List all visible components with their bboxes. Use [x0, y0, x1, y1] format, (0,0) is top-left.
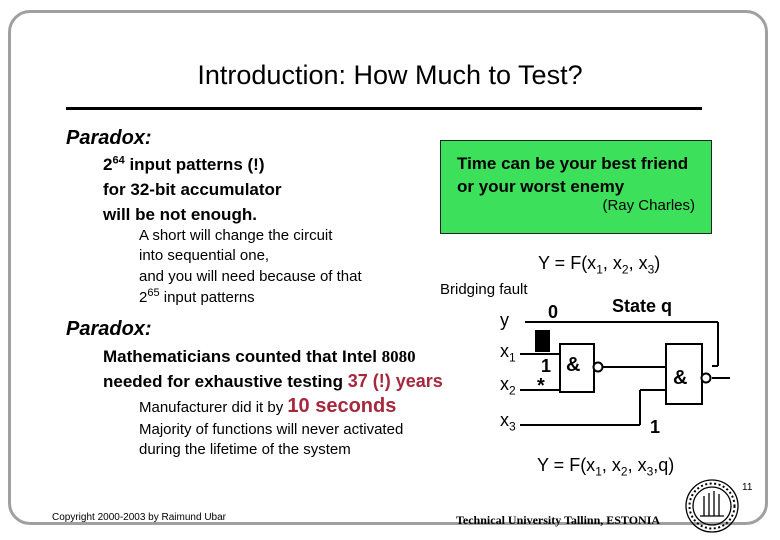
paradox2-line-1: Mathematicians counted that Intel 8080 — [103, 347, 416, 366]
years-highlight: 37 (!) years — [347, 371, 443, 391]
fault-value-zero: 0 — [548, 302, 559, 322]
bridging-fault-label: Bridging fault — [440, 281, 528, 298]
equation-2: $Y = F(x_1$, $x_2$, $x_3,q$) — [537, 455, 675, 479]
x2-label: $x_2$ — [500, 374, 516, 398]
quote-line-2: or your worst enemy — [457, 177, 625, 196]
seconds-highlight: 10 seconds — [287, 395, 397, 417]
paradox2-line-5: during the lifetime of the system — [139, 441, 351, 458]
and-gate-1-label: & — [566, 354, 581, 376]
and-gate-2-label: & — [673, 367, 688, 389]
paradox2-line-3: Manufacturer did it by 10 seconds — [139, 395, 397, 417]
state-q-label: State q — [612, 296, 673, 316]
y-label: y — [500, 310, 509, 330]
slide-title: Introduction: How Much to Test? — [197, 60, 583, 90]
paradox1-sub-3: and you will need because of that — [139, 268, 362, 285]
paradox-label-2: Paradox: — [66, 318, 152, 340]
paradox1-sub-1: A short will change the circuit — [139, 227, 333, 244]
x1-label: $x_1$ — [500, 341, 516, 365]
paradox1-sub-4: $2^{65}$ input patterns — [139, 287, 255, 306]
page-number: 11 — [742, 482, 753, 493]
copyright-text: Copyright 2000-2003 by Raimund Ubar — [52, 512, 226, 523]
paradox2-line-4: Majority of functions will never activated — [139, 421, 404, 438]
institution-text: Technical University Tallinn, ESTONIA — [456, 513, 661, 527]
value-one-a: 1 — [541, 356, 552, 376]
paradox2-line-2: needed for exhaustive testing 37 (!) years — [103, 371, 443, 391]
value-one-b: 1 — [650, 417, 661, 437]
quote-line-1: Time can be your best friend — [457, 154, 689, 173]
logo-outer-ring — [686, 480, 738, 532]
equation-1: $Y = F(x_1$, $x_2$, $x_3$) — [538, 253, 661, 277]
paradox1-line-3: will be not enough. — [103, 205, 257, 224]
paradox1-line-2: for 32-bit accumulator — [103, 180, 282, 199]
paradox1-line-1: $2^{64}$ input patterns (!) — [103, 154, 265, 174]
quote-author: (Ray Charles) — [602, 197, 695, 214]
fault-star: * — [537, 375, 545, 397]
paradox1-sub-2: into sequential one, — [139, 247, 270, 264]
x3-label: $x_3$ — [500, 410, 516, 434]
logo-inner-ring — [693, 487, 731, 525]
paradox-label-1: Paradox: — [66, 127, 152, 149]
